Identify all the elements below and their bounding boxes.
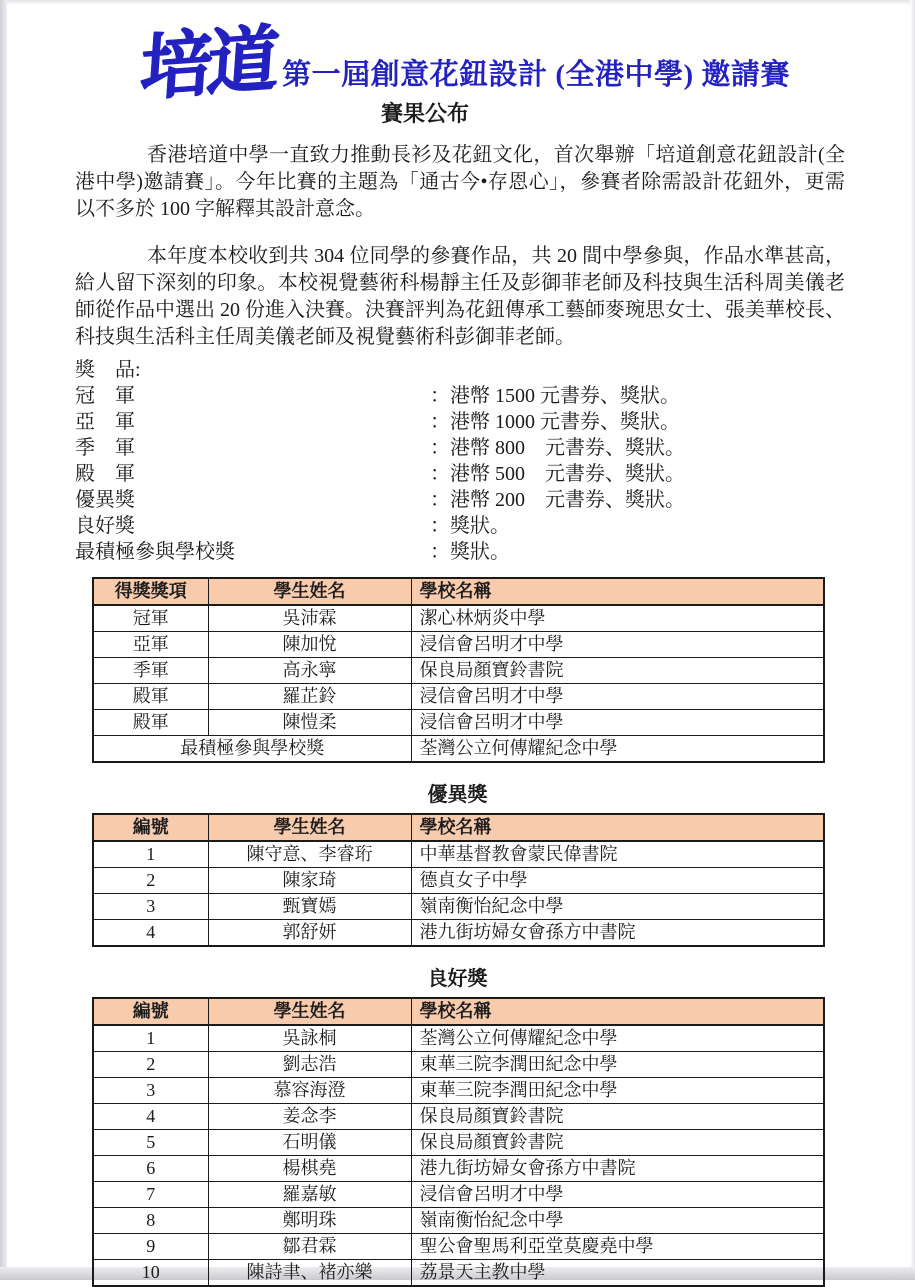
table-cell: 5	[93, 1130, 208, 1156]
table-header-row	[93, 578, 824, 605]
table-cell: 浸信會呂明才中學	[411, 1182, 824, 1208]
table-cell: 冠軍	[93, 605, 208, 632]
table-row	[93, 1104, 824, 1130]
table-cell: 姜念李	[208, 1104, 411, 1130]
table-row	[93, 1130, 824, 1156]
most-active-school-name: 荃灣公立何傳耀紀念中學	[411, 736, 824, 763]
table-cell: 陳家琦	[208, 868, 411, 894]
table-cell: 殿軍	[93, 684, 208, 710]
table-cell: 陳詩聿、褚亦樂	[208, 1260, 411, 1287]
table-cell: 劉志浩	[208, 1052, 411, 1078]
column-header-number: 編號	[93, 998, 208, 1025]
table-cell: 8	[93, 1208, 208, 1234]
table-cell: 陳守意、李睿珩	[208, 841, 411, 868]
table-row	[93, 632, 824, 658]
good-award-title: 良好獎	[427, 968, 488, 990]
winners-table	[92, 577, 825, 763]
table-cell: 荔景天主教中學	[411, 1260, 824, 1287]
page-title: 第一屆創意花鈕設計 (全港中學) 邀請賽	[282, 59, 790, 91]
page-content	[75, 20, 845, 1287]
table-cell: 港九街坊婦女會孫方中書院	[411, 920, 824, 947]
photo-edge-left	[0, 0, 7, 1280]
table-cell: 港九街坊婦女會孫方中書院	[411, 1156, 824, 1182]
table-cell: 嶺南衡怡紀念中學	[411, 894, 824, 920]
table-cell: 1	[93, 841, 208, 868]
most-active-school-award-label: 最積極參與學校獎	[93, 736, 411, 763]
table-cell: 浸信會呂明才中學	[411, 710, 824, 736]
prize-value: ：港幣 500 元書券、獎狀。	[430, 463, 685, 485]
table-cell: 7	[93, 1182, 208, 1208]
prize-value: ：獎狀。	[430, 541, 510, 563]
photo-edge-top	[0, 0, 915, 5]
table-row	[93, 1182, 824, 1208]
page-subtitle: 賽果公布	[380, 101, 469, 126]
table-cell: 郭舒妍	[208, 920, 411, 947]
table-cell: 浸信會呂明才中學	[411, 632, 824, 658]
merit-award-title: 優異獎	[427, 784, 488, 806]
table-row	[93, 1208, 824, 1234]
table-cell: 亞軍	[93, 632, 208, 658]
document-header	[75, 19, 845, 109]
table-cell: 羅嘉敏	[208, 1182, 411, 1208]
column-header-student: 學生姓名	[208, 814, 411, 841]
table-row	[93, 1052, 824, 1078]
table-cell: 東華三院李潤田紀念中學	[411, 1052, 824, 1078]
intro-paragraph: 香港培道中學一直致力推動長衫及花鈕文化，首次舉辦「培道創意花鈕設計(全港中學)邀請賽」。今年比賽的主題為「通古今•存恩心」，參賽者除需設計花鈕外，更需以不多於 100 字解釋其設計意念。	[75, 144, 845, 220]
judging-paragraph: 本年度本校收到共 304 位同學的參賽作品，共 20 間中學參與，作品水準甚高，給人留下深刻的印象。本校視覺藝術科楊靜主任及彭御菲老師及科技與生活科周美儀老師從作品中選出 20 份進入決賽。決賽評判為花鈕傳承工藝師麥琬思女士、張美華校長、科技與生活科主任周美儀老師及視覺藝術科彭御菲老師。	[75, 245, 845, 348]
prize-value: ：港幣 200 元書券、獎狀。	[430, 489, 685, 511]
merit-award-table	[92, 813, 825, 947]
prize-item	[75, 383, 845, 409]
prize-label: 亞 軍	[75, 411, 135, 433]
table-header-row	[93, 814, 824, 841]
table-cell: 慕容海澄	[208, 1078, 411, 1104]
column-header-school: 學校名稱	[411, 814, 824, 841]
prize-value: ：港幣 800 元書券、獎狀。	[430, 437, 685, 459]
table-cell: 保良局顏寶鈴書院	[411, 1130, 824, 1156]
table-cell: 陳愷柔	[208, 710, 411, 736]
table-row-merged	[93, 736, 824, 763]
prize-item	[75, 539, 845, 565]
prize-list	[75, 383, 845, 565]
table-row	[93, 868, 824, 894]
column-header-award: 得獎獎項	[93, 578, 208, 605]
table-cell: 2	[93, 868, 208, 894]
table-cell: 吳沛霖	[208, 605, 411, 632]
column-header-number: 編號	[93, 814, 208, 841]
table-cell: 潔心林炳炎中學	[411, 605, 824, 632]
table-cell: 10	[93, 1260, 208, 1287]
table-row	[93, 1025, 824, 1052]
table-cell: 吳詠桐	[208, 1025, 411, 1052]
prize-label: 冠 軍	[75, 385, 135, 407]
column-header-student: 學生姓名	[208, 998, 411, 1025]
prize-item	[75, 513, 845, 539]
table-cell: 保良局顏寶鈴書院	[411, 1104, 824, 1130]
table-cell: 荃灣公立何傳耀紀念中學	[411, 1025, 824, 1052]
table-cell: 6	[93, 1156, 208, 1182]
table-row	[93, 841, 824, 868]
table-row	[93, 920, 824, 947]
prize-label: 最積極參與學校獎	[75, 541, 235, 563]
table-cell: 殿軍	[93, 710, 208, 736]
table-row	[93, 710, 824, 736]
table-cell: 浸信會呂明才中學	[411, 684, 824, 710]
prize-heading: 獎 品:	[75, 359, 141, 381]
table-row	[93, 1078, 824, 1104]
table-cell: 鄒君霖	[208, 1234, 411, 1260]
table-cell: 3	[93, 894, 208, 920]
school-logo-calligraphy: 培道	[137, 19, 277, 109]
table-cell: 甄寶嫣	[208, 894, 411, 920]
table-cell: 鄭明珠	[208, 1208, 411, 1234]
table-cell: 德貞女子中學	[411, 868, 824, 894]
table-cell: 楊棋堯	[208, 1156, 411, 1182]
prize-item	[75, 435, 845, 461]
column-header-school: 學校名稱	[411, 998, 824, 1025]
table-row	[93, 605, 824, 632]
prize-label: 殿 軍	[75, 463, 135, 485]
table-row	[93, 1260, 824, 1287]
column-header-school: 學校名稱	[411, 578, 824, 605]
table-cell: 季軍	[93, 658, 208, 684]
table-cell: 嶺南衡怡紀念中學	[411, 1208, 824, 1234]
table-cell: 1	[93, 1025, 208, 1052]
good-award-table	[92, 997, 825, 1287]
table-cell: 高永寧	[208, 658, 411, 684]
table-cell: 保良局顏寶鈴書院	[411, 658, 824, 684]
table-cell: 聖公會聖馬利亞堂莫慶堯中學	[411, 1234, 824, 1260]
table-row	[93, 684, 824, 710]
prize-label: 優異獎	[75, 489, 135, 511]
prize-item	[75, 409, 845, 435]
table-cell: 東華三院李潤田紀念中學	[411, 1078, 824, 1104]
table-cell: 中華基督教會蒙民偉書院	[411, 841, 824, 868]
prize-item	[75, 461, 845, 487]
table-cell: 4	[93, 920, 208, 947]
table-cell: 9	[93, 1234, 208, 1260]
table-row	[93, 658, 824, 684]
photo-edge-right	[910, 0, 915, 1280]
table-cell: 4	[93, 1104, 208, 1130]
table-cell: 2	[93, 1052, 208, 1078]
prize-value: ：港幣 1500 元書券、獎狀。	[430, 385, 680, 407]
table-cell: 羅芷鈴	[208, 684, 411, 710]
table-header-row	[93, 998, 824, 1025]
prize-label: 良好獎	[75, 515, 135, 537]
table-cell: 3	[93, 1078, 208, 1104]
prize-section	[75, 357, 845, 565]
table-cell: 石明儀	[208, 1130, 411, 1156]
prize-label: 季 軍	[75, 437, 135, 459]
table-row	[93, 894, 824, 920]
prize-value: ：港幣 1000 元書券、獎狀。	[430, 411, 680, 433]
table-row	[93, 1234, 824, 1260]
prize-item	[75, 487, 845, 513]
table-row	[93, 1156, 824, 1182]
column-header-student: 學生姓名	[208, 578, 411, 605]
table-cell: 陳加悅	[208, 632, 411, 658]
prize-value: ：獎狀。	[430, 515, 510, 537]
